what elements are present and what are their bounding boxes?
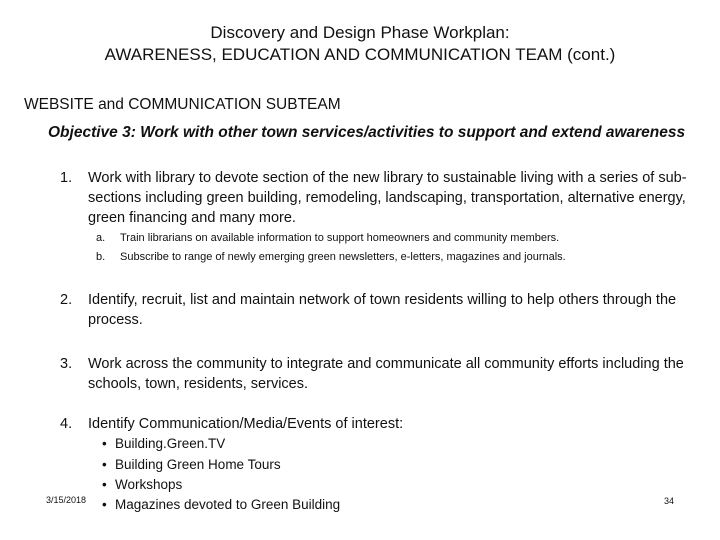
list-item-number: 2. xyxy=(60,292,73,308)
list-item-text: Identify Communication/Media/Events of interest: xyxy=(88,416,404,432)
page-title-line-1: Discovery and Design Phase Workplan: xyxy=(210,23,510,42)
bullet-dot-icon: • xyxy=(102,477,107,492)
sub-item-text: Subscribe to range of newly emerging green newsletters, e-letters, magazines and journals. xyxy=(120,251,566,263)
bullet-text: Magazines devoted to Green Building xyxy=(115,497,341,512)
list-item-text: Identify, recruit, list and maintain network of town residents willing to help others through the process. xyxy=(88,292,677,328)
page-title-line-2: AWARENESS, EDUCATION AND COMMUNICATION TEAM (cont.) xyxy=(104,45,616,64)
bullet-dot-icon: • xyxy=(102,457,107,472)
bullet-dot-icon: • xyxy=(102,497,107,512)
list-item-text: Work across the community to integrate and communicate all community efforts including the schools, town, residents, services. xyxy=(88,356,684,392)
sub-item-text: Train librarians on available information to support homeowners and community members. xyxy=(120,232,560,244)
sub-item-letter: b. xyxy=(96,251,106,263)
bullet-text: Workshops xyxy=(115,477,183,492)
objective-heading: Objective 3: Work with other town services/activities to support and extend awareness xyxy=(48,124,686,141)
page-number: 34 xyxy=(664,496,675,506)
list-item-number: 1. xyxy=(60,170,73,186)
list-item-text: Work with library to devote section of the new library to sustainable living with a series of sub-sections including green building, remodeling, landscaping, transportation, alternative energy, green financing and many more. xyxy=(88,170,687,226)
sub-item-letter: a. xyxy=(96,232,106,244)
list-item-number: 4. xyxy=(60,416,73,432)
footer-date: 3/15/2018 xyxy=(46,495,87,505)
list-item-number: 3. xyxy=(60,356,73,372)
section-heading: WEBSITE and COMMUNICATION SUBTEAM xyxy=(24,96,341,113)
bullet-text: Building Green Home Tours xyxy=(115,457,281,472)
bullet-dot-icon: • xyxy=(102,436,107,451)
bullet-text: Building.Green.TV xyxy=(115,436,226,451)
